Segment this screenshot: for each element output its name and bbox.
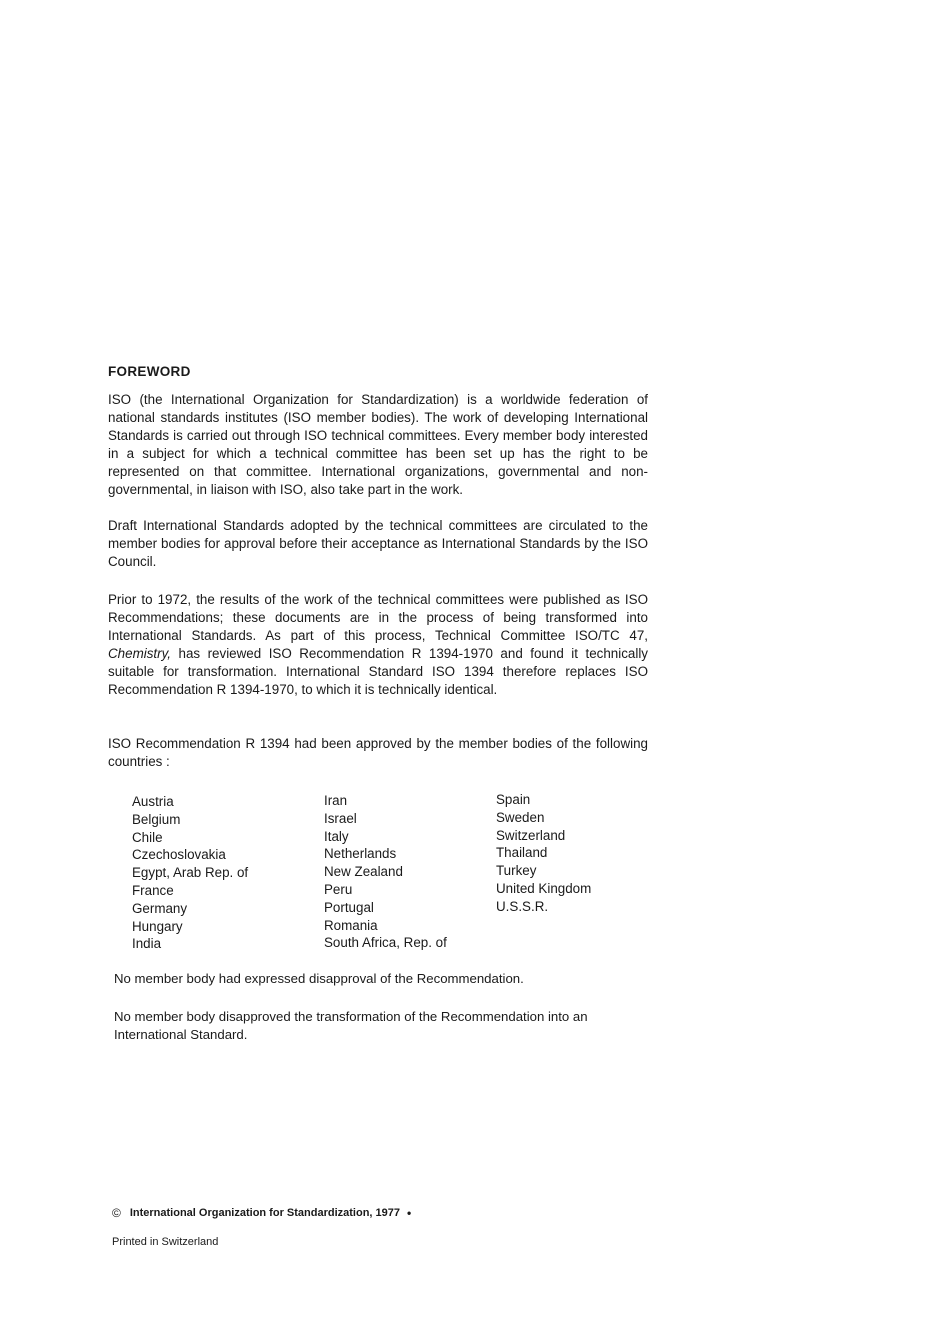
country-list (132, 792, 652, 956)
country-item: France (132, 882, 174, 898)
country-item: Sweden (496, 809, 545, 825)
foreword-paragraph-iso-description: ISO (the International Organization for Standardization) is a worldwide federation of national standards institutes (ISO member bodies). The work of developing International Standards is carried out through ISO technical committees. Every member body interested in a subject for which a technical committee has been set up has the right to be represented on that committee. International organizations, governmental and non-governmental, in liaison with ISO, also take part in the work. (108, 392, 648, 497)
foreword-paragraph-recommendation-history (108, 591, 648, 698)
country-item: Portugal (324, 899, 374, 915)
country-column-2 (324, 792, 447, 952)
country-item: U.S.S.R. (496, 898, 549, 914)
country-item: Egypt, Arab Rep. of (132, 865, 249, 881)
country-item: United Kingdom (496, 880, 592, 896)
country-item: Belgium (132, 811, 181, 827)
copyright-text: International Organization for Standardization, 1977 (129, 1207, 400, 1219)
country-item: Spain (496, 792, 531, 807)
copyright-icon: © (112, 1206, 121, 1220)
paragraph3-text-end: has reviewed ISO Recommendation R 1394-1970 and found it technically suitable for transformation. International Standard ISO 1394 therefore replaces ISO Recommendation R 1394-1970, to which it is technically identical. (108, 645, 648, 697)
country-item: Netherlands (324, 846, 397, 862)
country-column-1 (132, 793, 248, 953)
country-column-3 (496, 791, 591, 916)
country-item: India (132, 936, 162, 952)
country-item: Thailand (496, 845, 548, 861)
note-transformation-disapproval: No member body disapproved the transformation of the Recommendation into an International Standard. (114, 1009, 588, 1042)
country-item: Turkey (496, 863, 537, 879)
note-recommendation-disapproval: No member body had expressed disapproval of the Recommendation. (114, 971, 524, 986)
country-item: New Zealand (324, 864, 403, 880)
country-item: Romania (324, 917, 378, 933)
country-item: Czechoslovakia (132, 847, 226, 863)
paragraph3-text-start: Prior to 1972, the results of the work of the technical committees were published as ISO Recommendations; these documents are in the process of being transformed into International Standards. As part of this process, Technical Committee ISO/TC 47, (108, 592, 648, 643)
foreword-paragraph-draft-standards: Draft International Standards adopted by the technical committees are circulated to the member bodies for approval before their acceptance as International Standards by the ISO Council. (108, 518, 648, 569)
country-item: Austria (132, 794, 174, 809)
country-item: Peru (324, 881, 353, 897)
country-item: Chile (132, 829, 163, 845)
committee-name-italic: Chemistry, (108, 645, 171, 661)
country-item: Germany (132, 900, 188, 916)
country-item: Israel (324, 810, 357, 826)
country-item: Hungary (132, 918, 183, 934)
copyright-line (112, 1206, 411, 1220)
country-item: Switzerland (496, 827, 566, 843)
printed-location: Printed in Switzerland (112, 1236, 219, 1248)
country-item: Iran (324, 793, 348, 808)
country-item: South Africa, Rep. of (324, 935, 447, 951)
bullet-icon: • (407, 1206, 412, 1220)
foreword-heading: FOREWORD (108, 364, 191, 379)
foreword-paragraph-approving-countries: ISO Recommendation R 1394 had been approved by the member bodies of the following countries : (108, 736, 648, 769)
country-item: Italy (324, 828, 349, 844)
